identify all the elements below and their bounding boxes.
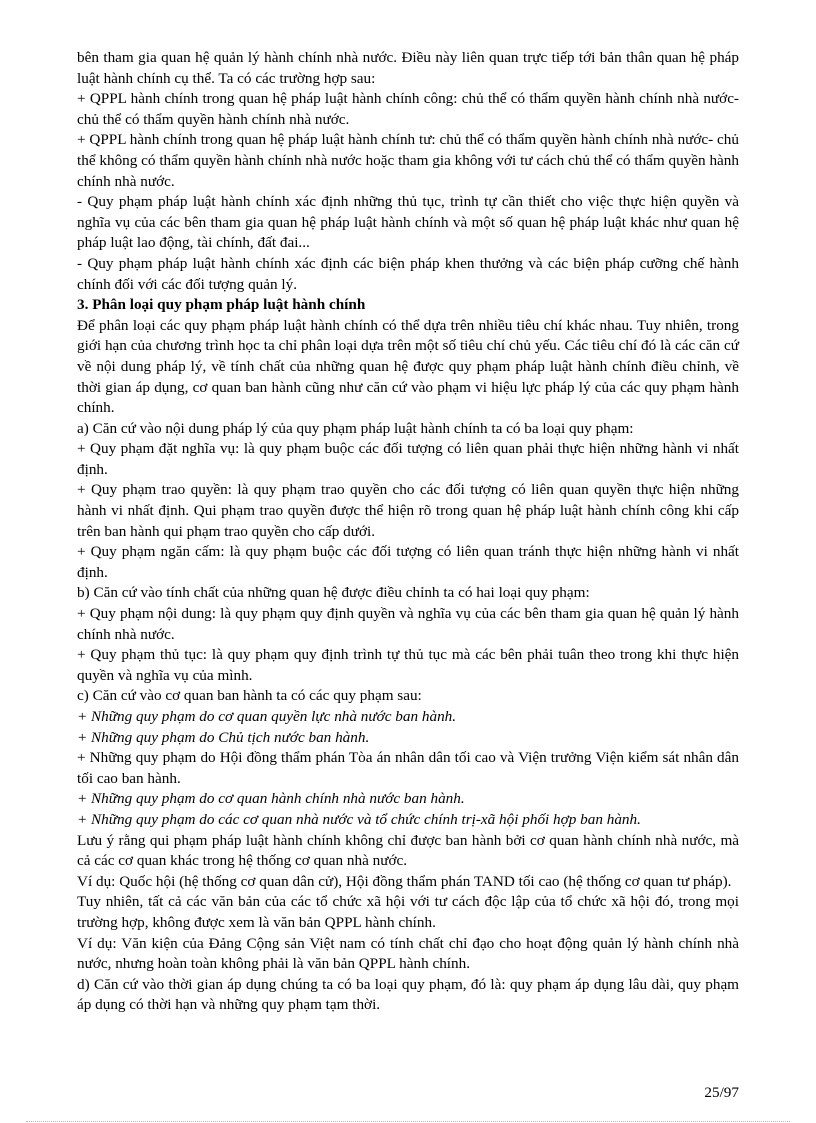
- section-heading: 3. Phân loại quy phạm pháp luật hành chính: [77, 296, 366, 314]
- paragraph: Tuy nhiên, tất cả các văn bản của các tổ chức xã hội với tư cách độc lập của tổ chức xã hội đó, trong mọi trường hợp, không được xem là văn bản QPPL hành chính.: [77, 893, 739, 931]
- paragraph: Để phân loại các quy phạm pháp luật hành chính có thể dựa trên nhiều tiêu chí khác nhau. Tuy nhiên, trong giới hạn của chương trình học ta chỉ phân loại dựa trên một số tiêu chí chủ yếu. Các tiêu chí đó là các căn cứ về nội dung pháp lý, về tính chất của những quan hệ được quy phạm pháp luật hành chính điều chỉnh, về thời gian áp dụng, cơ quan ban hành cũng như căn cứ vào phạm vi hiệu lực pháp lý của các quy phạm hành chính.: [77, 316, 739, 417]
- paragraph: b) Căn cứ vào tính chất của những quan hệ được điều chỉnh ta có hai loại quy phạm:: [77, 584, 590, 602]
- paragraph: + Những quy phạm do Hội đồng thẩm phán Tòa án nhân dân tối cao và Viện trưởng Viện kiểm sát nhân dân tối cao ban hành.: [77, 749, 739, 787]
- paragraph: + Quy phạm nội dung: là quy phạm quy định quyền và nghĩa vụ của các bên tham gia quan hệ quản lý hành chính nhà nước.: [77, 605, 739, 643]
- paragraph: + Quy phạm đặt nghĩa vụ: là quy phạm buộc các đối tượng có liên quan phải thực hiện những hành vi nhất định.: [77, 440, 739, 478]
- paragraph: bên tham gia quan hệ quản lý hành chính nhà nước. Điều này liên quan trực tiếp tới bản thân quan hệ pháp luật hành chính cụ thể. Ta có các trường hợp sau:: [77, 49, 739, 87]
- paragraph: + QPPL hành chính trong quan hệ pháp luật hành chính tư: chủ thể có thẩm quyền hành chính nhà nước- chủ thể không có thẩm quyền hành chính nhà nước hoặc tham gia không với tư cách chủ thể có thẩm quyền hành chính nhà nước.: [77, 131, 739, 190]
- paragraph-italic: + Những quy phạm do Chủ tịch nước ban hành.: [77, 728, 370, 746]
- paragraph-italic: + Những quy phạm do cơ quan hành chính nhà nước ban hành.: [77, 790, 465, 808]
- page-number: 25/97: [704, 1084, 739, 1101]
- paragraph: + Quy phạm trao quyền: là quy phạm trao quyền cho các đối tượng có liên quan quyền thực hiện những hành vi nhất định. Qui phạm trao quyền được thể hiện rõ trong quan hệ pháp luật hành chính công khi cấp trên ban hành qui phạm trao quyền cho cấp dưới.: [77, 481, 739, 540]
- paragraph: Ví dụ: Quốc hội (hệ thống cơ quan dân cử), Hội đồng thẩm phán TAND tối cao (hệ thống cơ quan tư pháp).: [77, 872, 732, 890]
- paragraph: c) Căn cứ vào cơ quan ban hành ta có các quy phạm sau:: [77, 687, 422, 705]
- page-divider: [26, 1121, 790, 1122]
- paragraph: Ví dụ: Văn kiện của Đảng Cộng sản Việt nam có tính chất chỉ đạo cho hoạt động quản lý hành chính nhà nước, nhưng hoàn toàn không phải là văn bản QPPL hành chính.: [77, 934, 739, 973]
- document-body: [77, 48, 739, 1016]
- paragraph: + Quy phạm thủ tục: là quy phạm quy định trình tự thủ tục mà các bên phải tuân theo trong khi thực hiện quyền và nghĩa vụ của mình.: [77, 646, 739, 684]
- paragraph-italic: + Những quy phạm do các cơ quan nhà nước và tổ chức chính trị-xã hội phối hợp ban hành.: [77, 810, 641, 828]
- paragraph: a) Căn cứ vào nội dung pháp lý của quy phạm pháp luật hành chính ta có ba loại quy phạm:: [77, 419, 634, 437]
- paragraph: + QPPL hành chính trong quan hệ pháp luật hành chính công: chủ thể có thẩm quyền hành chính nhà nước- chủ thể có thẩm quyền hành chính nhà nước.: [77, 90, 739, 128]
- paragraph: d) Căn cứ vào thời gian áp dụng chúng ta có ba loại quy phạm, đó là: quy phạm áp dụng lâu dài, quy phạm áp dụng có thời hạn và những quy phạm tạm thời.: [77, 975, 739, 1014]
- paragraph: - Quy phạm pháp luật hành chính xác định các biện pháp khen thưởng và các biện pháp cưỡng chế hành chính đối với các đối tượng quản lý.: [77, 254, 739, 293]
- paragraph: - Quy phạm pháp luật hành chính xác định những thủ tục, trình tự cần thiết cho việc thực hiện quyền và nghĩa vụ của các bên tham gia quan hệ pháp luật hành chính và một số quan hệ pháp luật khác như quan hệ pháp luật lao động, tài chính, đất đai...: [77, 193, 739, 252]
- paragraph: + Quy phạm ngăn cấm: là quy phạm buộc các đối tượng có liên quan tránh thực hiện những hành vi nhất định.: [77, 543, 739, 581]
- paragraph-italic: + Những quy phạm do cơ quan quyền lực nhà nước ban hành.: [77, 708, 457, 725]
- paragraph: Lưu ý rằng qui phạm pháp luật hành chính không chỉ được ban hành bởi cơ quan hành chính nhà nước, mà cả các cơ quan khác trong hệ thống cơ quan nhà nước.: [77, 831, 739, 870]
